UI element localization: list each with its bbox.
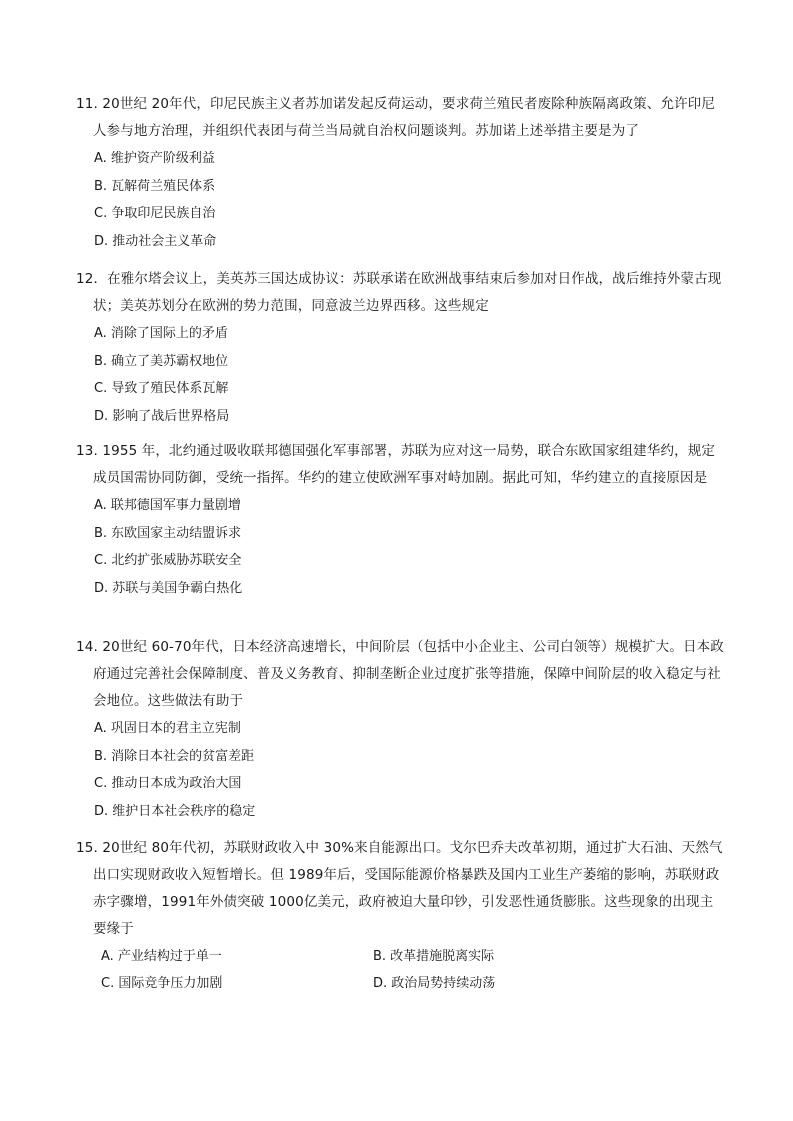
question-12	[76, 266, 726, 430]
question-14-option-b: B. 消除日本社会的贫富差距	[94, 748, 255, 764]
question-15-stem: 15. 20世纪 80年代初，苏联财政收入中 30%来自能源出口。戈尔巴乔夫改革初期，通过扩大石油、天然气出口实现财政收入短暂增长。但 1989年后，受国际能源价格暴跌及国内工业生产萎缩的影响，苏联财政赤字骤增，1991年外债突破 1000亿美元，政府被迫大量印钞，引发恶性通货膨胀。这些现象的出现主要缘于	[76, 840, 723, 937]
question-11-option-c: C. 争取印尼民族自治	[94, 206, 216, 221]
question-14	[76, 634, 726, 825]
question-15-option-a: A. 产业结构过于单一	[101, 949, 222, 964]
question-11-option-d: D. 推动社会主义革命	[94, 233, 217, 249]
question-13-option-d: D. 苏联与美国争霸白热化	[94, 580, 243, 596]
question-12-option-c: C. 导致了殖民体系瓦解	[94, 381, 229, 396]
question-14-option-c: C. 推动日本成为政治大国	[94, 776, 242, 791]
question-12-stem: 12．在雅尔塔会议上，美英苏三国达成协议：苏联承诺在欧洲战事结束后参加对日作战，战后维持外蒙古现状；美英苏划分在欧洲的势力范围，同意波兰边界西移。这些规定	[76, 271, 722, 314]
question-15-option-d: D. 政治局势持续动荡	[373, 976, 496, 991]
question-12-option-b: B. 确立了美苏霸权地位	[94, 353, 229, 369]
question-12-option-d: D. 影响了战后世界格局	[94, 408, 230, 424]
question-13-option-a: A. 联邦德国军事力量剧增	[94, 498, 241, 513]
question-15-options	[76, 943, 726, 997]
question-11-stem: 11. 20世纪 20年代，印尼民族主义者苏加诺发起反荷运动，要求荷兰殖民者废除种族隔离政策、允许印尼人参与地方治理，并组织代表团与荷兰当局就自治权问题谈判。苏加诺上述举措主要是为了	[76, 96, 716, 139]
question-14-stem: 14. 20世纪 60-70年代，日本经济高速增长，中间阶层（包括中小企业主、公司白领等）规模扩大。日本政府通过完善社会保障制度、普及义务教育、抑制垄断企业过度扩张等措施，保障中间阶层的收入稳定与社会地位。这些做法有助于	[76, 639, 724, 709]
question-12-option-a: A. 消除了国际上的矛盾	[94, 326, 228, 341]
question-13-option-b: B. 东欧国家主动结盟诉求	[94, 525, 242, 541]
question-15-option-b: B. 改革措施脱离实际	[373, 949, 495, 964]
question-13	[76, 438, 726, 602]
question-11	[76, 91, 726, 255]
question-14-option-a: A. 巩固日本的君主立宪制	[94, 721, 241, 736]
question-11-option-a: A. 维护资产阶级利益	[94, 151, 215, 166]
question-14-option-d: D. 维护日本社会秩序的稳定	[94, 803, 256, 819]
question-13-option-c: C. 北约扩张威胁苏联安全	[94, 553, 242, 568]
question-11-option-b: B. 瓦解荷兰殖民体系	[94, 178, 216, 194]
question-15-option-c: C. 国际竞争压力加剧	[101, 976, 223, 991]
question-13-stem: 13. 1955 年，北约通过吸收联邦德国强化军事部署，苏联为应对这一局势，联合东欧国家组建华约，规定成员国需协同防御，受统一指挥。华约的建立使欧洲军事对峙加剧。据此可知，华约建立的直接原因是	[76, 443, 716, 486]
question-15	[76, 835, 726, 997]
